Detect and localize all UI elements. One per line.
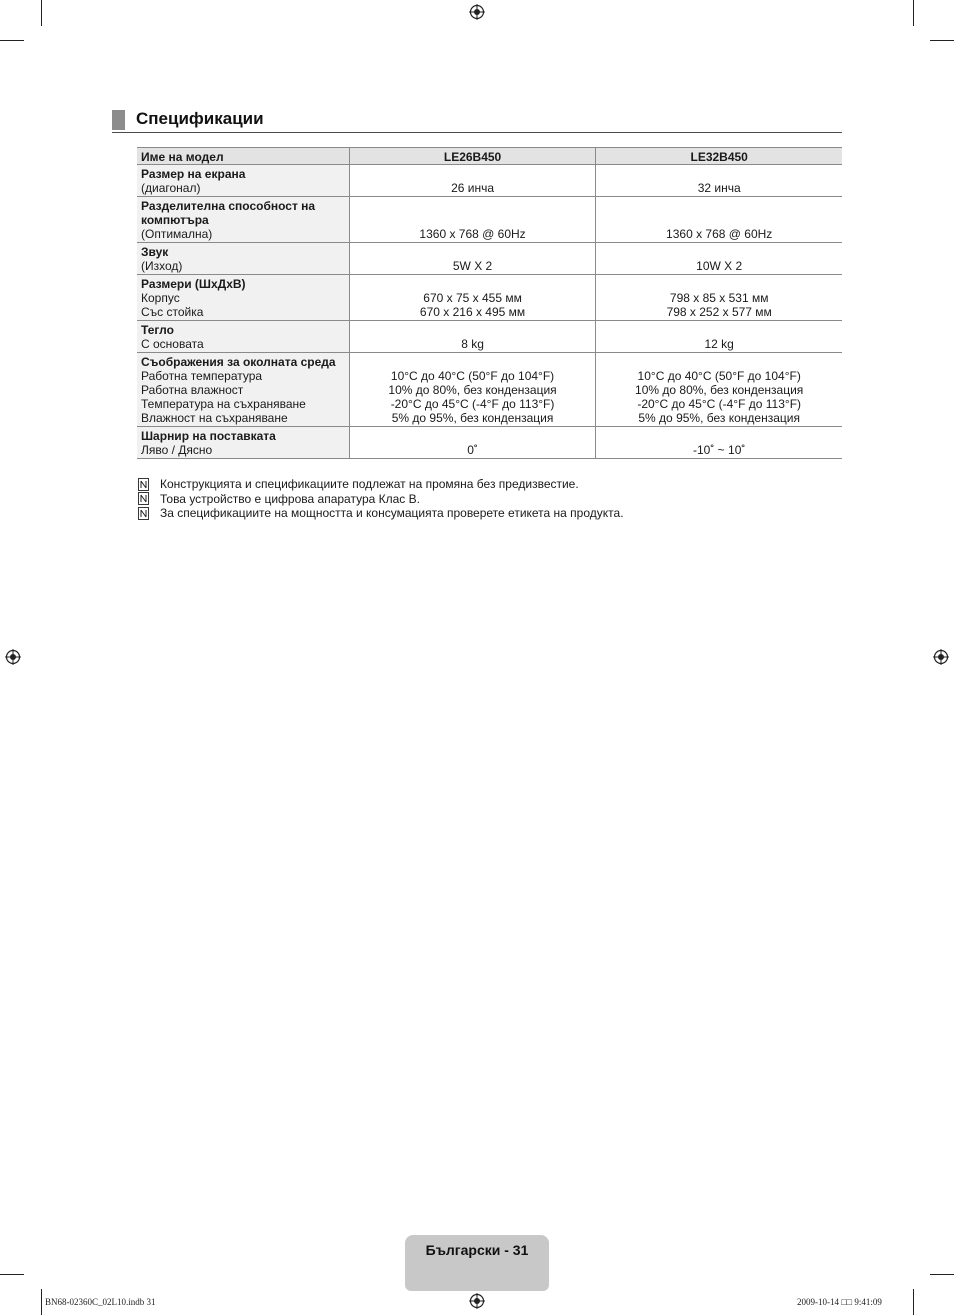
spec-value-line: 0˚ <box>467 443 478 457</box>
registration-mark-icon <box>469 1293 485 1309</box>
table-row <box>137 321 842 353</box>
spec-value-le32b450 <box>596 165 842 197</box>
spec-value-le26b450 <box>349 275 596 321</box>
header-model-name: Име на модел <box>137 148 349 165</box>
spec-value-le26b450 <box>349 197 596 243</box>
note-text: Конструкцията и спецификациите подлежат на промяна без предизвестие. <box>160 477 579 491</box>
spec-label-sub: Корпус <box>141 291 180 305</box>
spec-label-sub: Работна влажност <box>141 383 244 397</box>
spec-value-line: 670 x 216 x 495 мм <box>419 305 526 319</box>
spec-label-cell <box>137 353 349 427</box>
spec-value-le26b450 <box>349 165 596 197</box>
spec-value-line: 5% до 95%, без кондензация <box>391 411 554 425</box>
spec-value-le32b450 <box>596 243 842 275</box>
table-header-row <box>137 148 842 165</box>
spec-value-le26b450 <box>349 353 596 427</box>
spec-value-le32b450 <box>596 353 842 427</box>
notes-list <box>137 477 624 521</box>
registration-mark-icon <box>5 649 21 665</box>
section-marker <box>112 110 125 130</box>
spec-label-sub: (Изход) <box>141 259 183 273</box>
spec-value-le32b450 <box>596 427 842 459</box>
header-model-2: LE32B450 <box>596 148 842 165</box>
spec-label-title: Тегло <box>141 323 174 337</box>
spec-label-title: Размер на екрана <box>141 167 246 181</box>
crop-mark <box>0 1274 24 1275</box>
note-text: Това устройство е цифрова апаратура Клас B. <box>160 491 420 506</box>
spec-value-line: 798 x 252 x 577 мм <box>666 305 772 319</box>
spec-label-cell <box>137 275 349 321</box>
spec-label-title: компютъра <box>141 213 209 227</box>
spec-value-line: 1360 x 768 @ 60Hz <box>419 227 526 241</box>
note-icon <box>137 492 151 505</box>
spec-value-le32b450 <box>596 197 842 243</box>
table-row <box>137 353 842 427</box>
spec-value-line: 5W X 2 <box>452 259 493 273</box>
spec-label-sub: Влажност на съхраняване <box>141 411 288 425</box>
spec-label-sub: С основата <box>141 337 204 351</box>
spec-label-title: Звук <box>141 245 169 259</box>
spec-value-line: 8 kg <box>461 337 484 351</box>
spec-label-title: Шарнир на поставката <box>141 429 276 443</box>
spec-value-le26b450 <box>349 427 596 459</box>
header-model-1: LE26B450 <box>349 148 596 165</box>
spec-value-line: 26 инча <box>451 181 495 195</box>
spec-value-line: 1360 x 768 @ 60Hz <box>666 227 773 241</box>
spec-value-le32b450 <box>596 321 842 353</box>
page-number-tab <box>405 1235 549 1291</box>
note-text: За спецификациите на мощността и консумацията проверете етикета на продукта. <box>160 506 624 520</box>
crop-mark <box>41 0 42 26</box>
spec-table <box>137 147 842 459</box>
footer-timestamp: 2009-10-14 □□ 9:41:09 <box>797 1297 882 1307</box>
section-heading <box>112 109 842 133</box>
spec-label-cell <box>137 427 349 459</box>
spec-label-sub: Работна температура <box>141 369 263 383</box>
spec-value-line: -20°C до 45°C (-4°F до 113°F) <box>390 397 555 411</box>
spec-label-sub: Със стойка <box>141 305 204 319</box>
table-row <box>137 165 842 197</box>
registration-mark-icon <box>469 4 485 20</box>
spec-value-line: 798 x 85 x 531 мм <box>669 291 769 305</box>
table-row <box>137 197 842 243</box>
section-title: Спецификации <box>136 109 264 128</box>
page-number-label: Български - 31 <box>425 1242 529 1258</box>
table-row <box>137 275 842 321</box>
crop-mark <box>41 1289 42 1315</box>
spec-value-le26b450 <box>349 321 596 353</box>
spec-value-line: -20°C до 45°C (-4°F до 113°F) <box>637 397 802 411</box>
spec-value-line: 10°C до 40°C (50°F до 104°F) <box>390 369 555 383</box>
spec-value-line: -10˚ ~ 10˚ <box>693 443 746 457</box>
spec-label-sub: (диагонал) <box>141 181 201 195</box>
spec-value-line: 32 инча <box>697 181 741 195</box>
spec-label-cell <box>137 321 349 353</box>
crop-mark <box>913 0 914 26</box>
spec-value-line: 10°C до 40°C (50°F до 104°F) <box>637 369 801 383</box>
crop-mark <box>930 1274 954 1275</box>
spec-value-line: 12 kg <box>704 337 734 351</box>
spec-value-line: 670 x 75 x 455 мм <box>423 291 522 305</box>
spec-label-sub: (Оптимална) <box>141 227 213 241</box>
table-row <box>137 427 842 459</box>
spec-label-title: Съображения за околната среда <box>141 355 336 369</box>
note-item <box>137 477 624 492</box>
crop-mark <box>930 40 954 41</box>
crop-mark <box>913 1289 914 1315</box>
spec-label-cell <box>137 243 349 275</box>
spec-label-cell <box>137 165 349 197</box>
note-icon <box>137 507 151 520</box>
spec-label-title: Размери (ШхДхВ) <box>141 277 246 291</box>
spec-value-line: 10W X 2 <box>696 259 743 273</box>
spec-label-title: Разделителна способност на <box>141 199 316 213</box>
crop-mark <box>0 40 24 41</box>
spec-label-sub: Ляво / Дясно <box>141 443 213 457</box>
note-item <box>137 492 624 507</box>
spec-value-le32b450 <box>596 275 842 321</box>
spec-value-line: 10% до 80%, без кондензация <box>635 383 804 397</box>
spec-value-le26b450 <box>349 243 596 275</box>
registration-mark-icon <box>933 649 949 665</box>
spec-value-line: 10% до 80%, без кондензация <box>388 383 557 397</box>
note-item <box>137 506 624 521</box>
spec-label-cell <box>137 197 349 243</box>
spec-value-line: 5% до 95%, без кондензация <box>638 411 800 425</box>
spec-label-sub: Температура на съхраняване <box>141 397 306 411</box>
note-icon <box>137 478 151 491</box>
table-row <box>137 243 842 275</box>
footer-file-info: BN68-02360C_02L10.indb 31 <box>45 1297 156 1307</box>
